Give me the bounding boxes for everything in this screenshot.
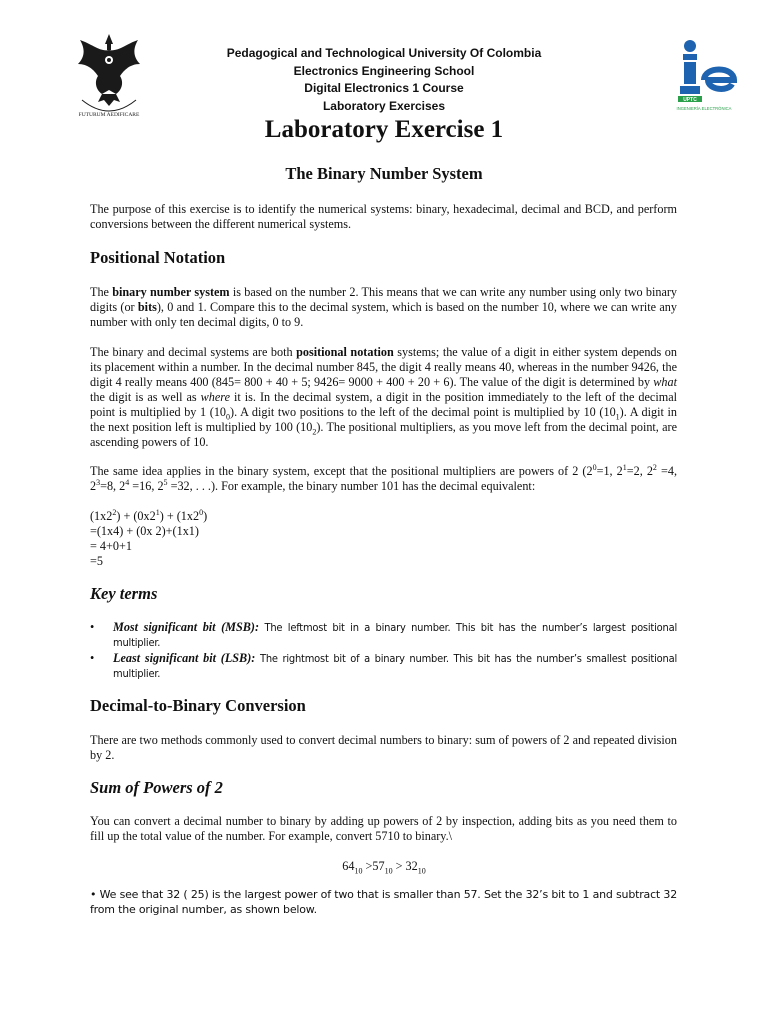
- uptc-caption: UPTC: [683, 97, 697, 103]
- bullet-icon: •: [90, 620, 95, 634]
- paragraph-largest-power: • We see that 32 ( 25) is the largest power of two that is smaller than 57. Set the 32’s bit to 1 and subtract 32 from the original number, as shown below.: [90, 888, 677, 916]
- crest-motto: FUTURUM AEDIFICARE: [78, 112, 140, 118]
- formula-line-4: =5: [90, 554, 103, 568]
- header-school: Electronics Engineering School: [293, 63, 475, 78]
- ie-engineering-logo: [664, 36, 744, 116]
- university-crest-logo: [74, 30, 144, 122]
- powers-comparison-equation: $64_{10} >57_{10} > 32_{10}$: [342, 859, 426, 876]
- paragraph-binary-system: The binary number system is based on the number 2. This means that we can write any number using only two binary digits (or bits), 0 and 1. Compare this to the decimal system, which is based on the number 10, where we can write any number with only ten decimal digits, 0 to 9.: [90, 285, 677, 329]
- paragraph-sum-of-powers: You can convert a decimal number to binary by adding up powers of 2 by inspection, adding bits as you need them to fill up the total value of the number. For example, convert 5710 to binary.\: [90, 814, 677, 843]
- header-university: Pedagogical and Technological University Of Colombia: [226, 46, 542, 60]
- paragraph-positional-notation: The binary and decimal systems are both positional notation systems; the value of a digit in either system depends on its placement within a number. In the decimal number 845, the digit 4 really means 40, whereas in the number 9426, the digit 4 really means 400 (845= 800 + 40 + 5; 9426= 9000 + 400 + 20 + 6). The value of the digit is determined by what the digit is as well as where it is. In the decimal system, a digit in the position immediately to the left of the decimal point is multiplied by 1 $(10_0)$. A digit two positions to the left of the decimal point is multiplied by 10 $(10_1)$. A digit in the next position left is multiplied by 100 $(10_2)$. The positional multipliers, as you move left from the decimal point, are ascending powers of 10.: [90, 345, 677, 449]
- ie-subcaption: INGENIERÍA ELECTRÓNICA: [676, 106, 732, 111]
- heading-key-terms: Key terms: [90, 584, 158, 603]
- heading-sum-of-powers: Sum of Powers of 2: [90, 778, 223, 797]
- binary-101-formula: [90, 509, 207, 569]
- formula-line-2: =(1x4) + (0x 2)+(1x1): [90, 524, 199, 538]
- heading-decimal-to-binary: Decimal-to-Binary Conversion: [90, 696, 306, 715]
- document-page: FUTURUM AEDIFICARE UPTC INGENIERÍA ELECTRÓNICA Pedagogical and Technological University Of Colombia Electronics Engineering School Digital Electronics 1 Course Laboratory Exercises Laboratory Exercise 1 The Binary Number System The purpose of this exercise is to identify the numerical systems: binary, hexadecimal, decimal and BCD, and perform conversions between the different numerical systems. Positional Notation The binary number system is based on the number 2. This means that we can write any number using only two binary digits (or bits), 0 and 1. Compare this to the decimal system, which is based on the number 10, where we can write any number with only ten decimal digits, 0 to 9. The binary and decimal systems are both positional notation systems; the value of a digit in either system depends on its placement within a number. In the decimal number 845, the digit 4 really means 40, whereas in the number 9426, the digit 4 really means 400 (845= 800 + 40 + 5; 9426= 9000 + 400 + 20 + 6). The value of the digit is determined by what the digit is as well as where it is. In the decimal system, a digit in the position immediately to the left of the decimal point is multiplied by 1 $(10_0)$. A digit two positions to the left of the decimal point is multiplied by 10 $(10_1)$. A digit in the next position left is multiplied by 100 $(10_2)$. The positional multipliers, as you move left from the decimal point, are ascending powers of 10. The same idea applies in the binary system, except that the positional multipliers are powers of 2 ($2^0=1$, $2^1=2$, $2^2 =4$, $2^3=8$, $2^4 =16$, $2^5 =32$, . . .). For example, the binary number 101 has the decimal equivalent: $(1x2^2) + (0x2^1) + (1x2^0)$ =(1x4) + (0x 2)+(1x1) = 4+0+1 =5 Key terms • Most significant bit (MSB): The leftmost bit in a binary number. This bit has the number’s largest positional multiplier. • Least significant bit (LSB): The rightmost bit of a binary number. This bit has the number’s smallest positional multiplier. Decimal-to-Binary Conversion There are two methods commonly used to convert decimal numbers to binary: sum of powers of 2 and repeated division by 2. Sum of Powers of 2 You can convert a decimal number to binary by adding up powers of 2 by inspection, adding bits as you need them to fill up the total value of the number. For example, convert 5710 to binary.\ $64_{10} >57_{10} > 32_{10}$ • We see that 32 ( 25) is the largest power of two that is smaller than 57. Set the 32’s bit to 1 and subtract 32 from the original number, as shown below.: [0, 0, 768, 1024]
- formula-line-1: $(1x2^2) + (0x2^1) + (1x2^0)$: [90, 507, 208, 523]
- header-course: Digital Electronics 1 Course: [304, 81, 464, 95]
- document-subtitle: The Binary Number System: [285, 164, 483, 183]
- formula-line-3: = 4+0+1: [90, 539, 132, 553]
- heading-positional-notation: Positional Notation: [90, 248, 226, 267]
- intro-paragraph: The purpose of this exercise is to identify the numerical systems: binary, hexadecimal, decimal and BCD, and perform conversions between the different numerical systems.: [90, 202, 677, 231]
- bullet-icon: •: [90, 651, 95, 665]
- document-title: Laboratory Exercise 1: [264, 116, 504, 143]
- paragraph-conversion-methods: There are two methods commonly used to convert decimal numbers to binary: sum of powers of 2 and repeated division by 2.: [90, 733, 677, 762]
- document-header: [140, 45, 628, 115]
- paragraph-binary-multipliers: The same idea applies in the binary system, except that the positional multipliers are powers of 2 ($2^0=1$, $2^1=2$, $2^2 =4$, $2^3=8$, $2^4 =16$, $2^5 =32$, . . .). For example, the binary number 101 has the decimal equivalent:: [90, 462, 677, 493]
- header-type: Laboratory Exercises: [322, 98, 446, 113]
